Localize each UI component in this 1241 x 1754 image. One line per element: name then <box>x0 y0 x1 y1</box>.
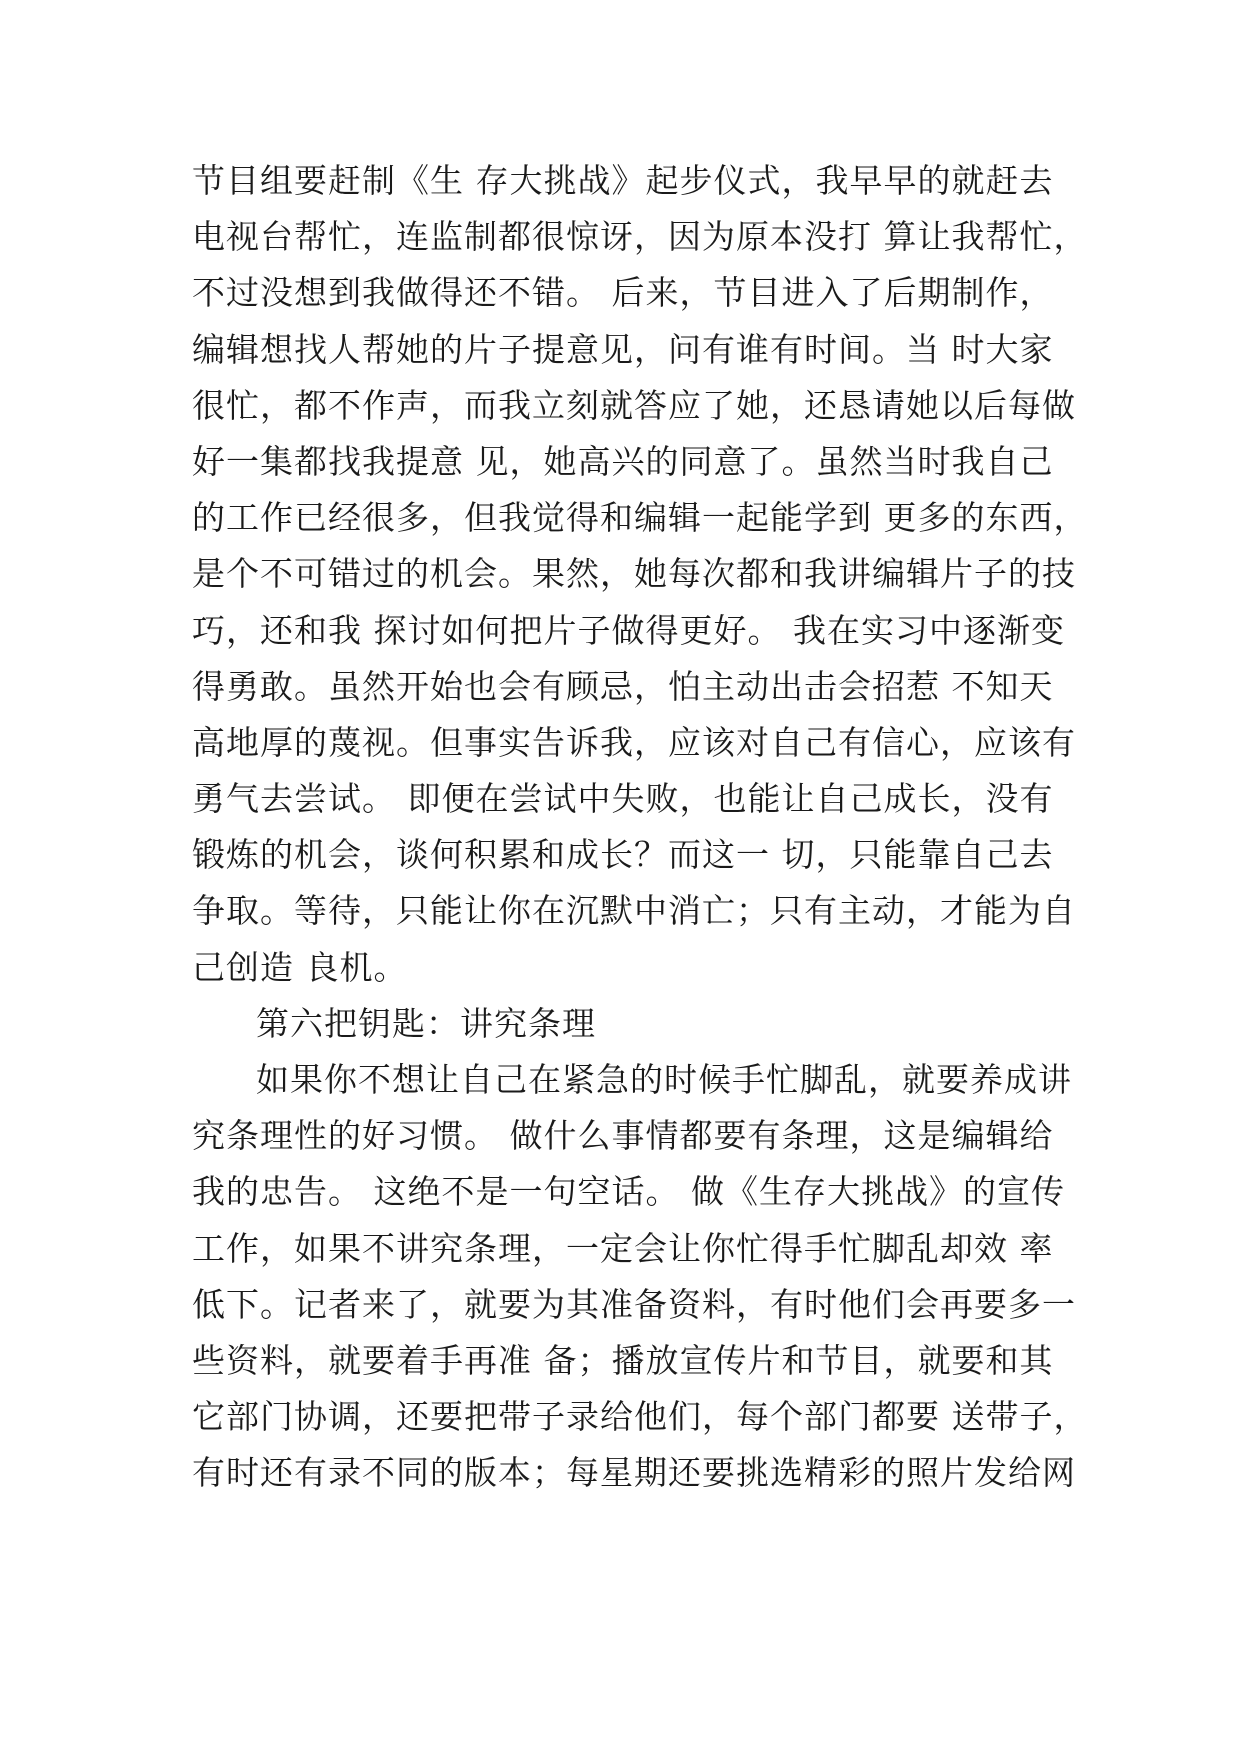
text-line: 它部门协调，还要把带子录给他们，每个部门都要 送带子， <box>192 1397 1088 1437</box>
text-line: 己创造 良机。 <box>192 947 408 987</box>
text-line: 电视台帮忙，连监制都很惊讶，因为原本没打 算让我帮忙， <box>192 217 1088 257</box>
text-line: 如果你不想让自己在紧急的时候手忙脚乱，就要养成讲 <box>256 1060 1072 1099</box>
text-line: 的工作已经很多，但我觉得和编辑一起能学到 更多的东西， <box>192 498 1088 538</box>
text-line: 是个不可错过的机会。果然，她每次都和我讲编辑片子的技 <box>192 554 1076 594</box>
text-line: 高地厚的蔑视。但事实告诉我，应该对自己有信心，应该有 <box>192 722 1076 762</box>
text-line: 些资料，就要着手再准 备；播放宣传片和节目，就要和其 <box>192 1340 1054 1380</box>
text-line: 锻炼的机会，谈何积累和成长？而这一 切，只能靠自己去 <box>192 835 1054 875</box>
document-body <box>192 153 1088 1502</box>
text-line: 工作，如果不讲究条理，一定会让你忙得手忙脚乱却效 率 <box>192 1228 1054 1268</box>
text-line: 低下。记者来了，就要为其准备资料，有时他们会再要多一 <box>192 1284 1076 1324</box>
text-line: 得勇敢。虽然开始也会有顾忌，怕主动出击会招惹 不知天 <box>192 666 1054 706</box>
text-line: 不过没想到我做得还不错。 后来，节目进入了后期制作， <box>192 273 1054 313</box>
section-heading: 第六把钥匙：讲究条理 <box>256 1003 596 1043</box>
text-line: 我的忠告。 这绝不是一句空话。 做《生存大挑战》的宣传 <box>192 1172 1065 1212</box>
text-line: 争取。等待，只能让你在沉默中消亡；只有主动，才能为自 <box>192 891 1076 931</box>
text-line: 很忙，都不作声，而我立刻就答应了她，还恳请她以后每做 <box>192 385 1076 425</box>
text-line: 究条理性的好习惯。 做什么事情都要有条理，这是编辑给 <box>192 1116 1054 1156</box>
text-line: 有时还有录不同的版本；每星期还要挑选精彩的照片发给网 <box>192 1453 1076 1493</box>
text-line: 节目组要赶制《生 存大挑战》起步仪式，我早早的就赶去 <box>192 161 1054 200</box>
text-line: 巧，还和我 探讨如何把片子做得更好。 我在实习中逐渐变 <box>192 610 1065 650</box>
text-line: 好一集都找我提意 见，她高兴的同意了。虽然当时我自己 <box>192 441 1054 481</box>
text-line: 勇气去尝试。 即便在尝试中失败，也能让自己成长，没有 <box>192 779 1054 819</box>
text-line: 编辑想找人帮她的片子提意见，问有谁有时间。当 时大家 <box>192 329 1054 369</box>
